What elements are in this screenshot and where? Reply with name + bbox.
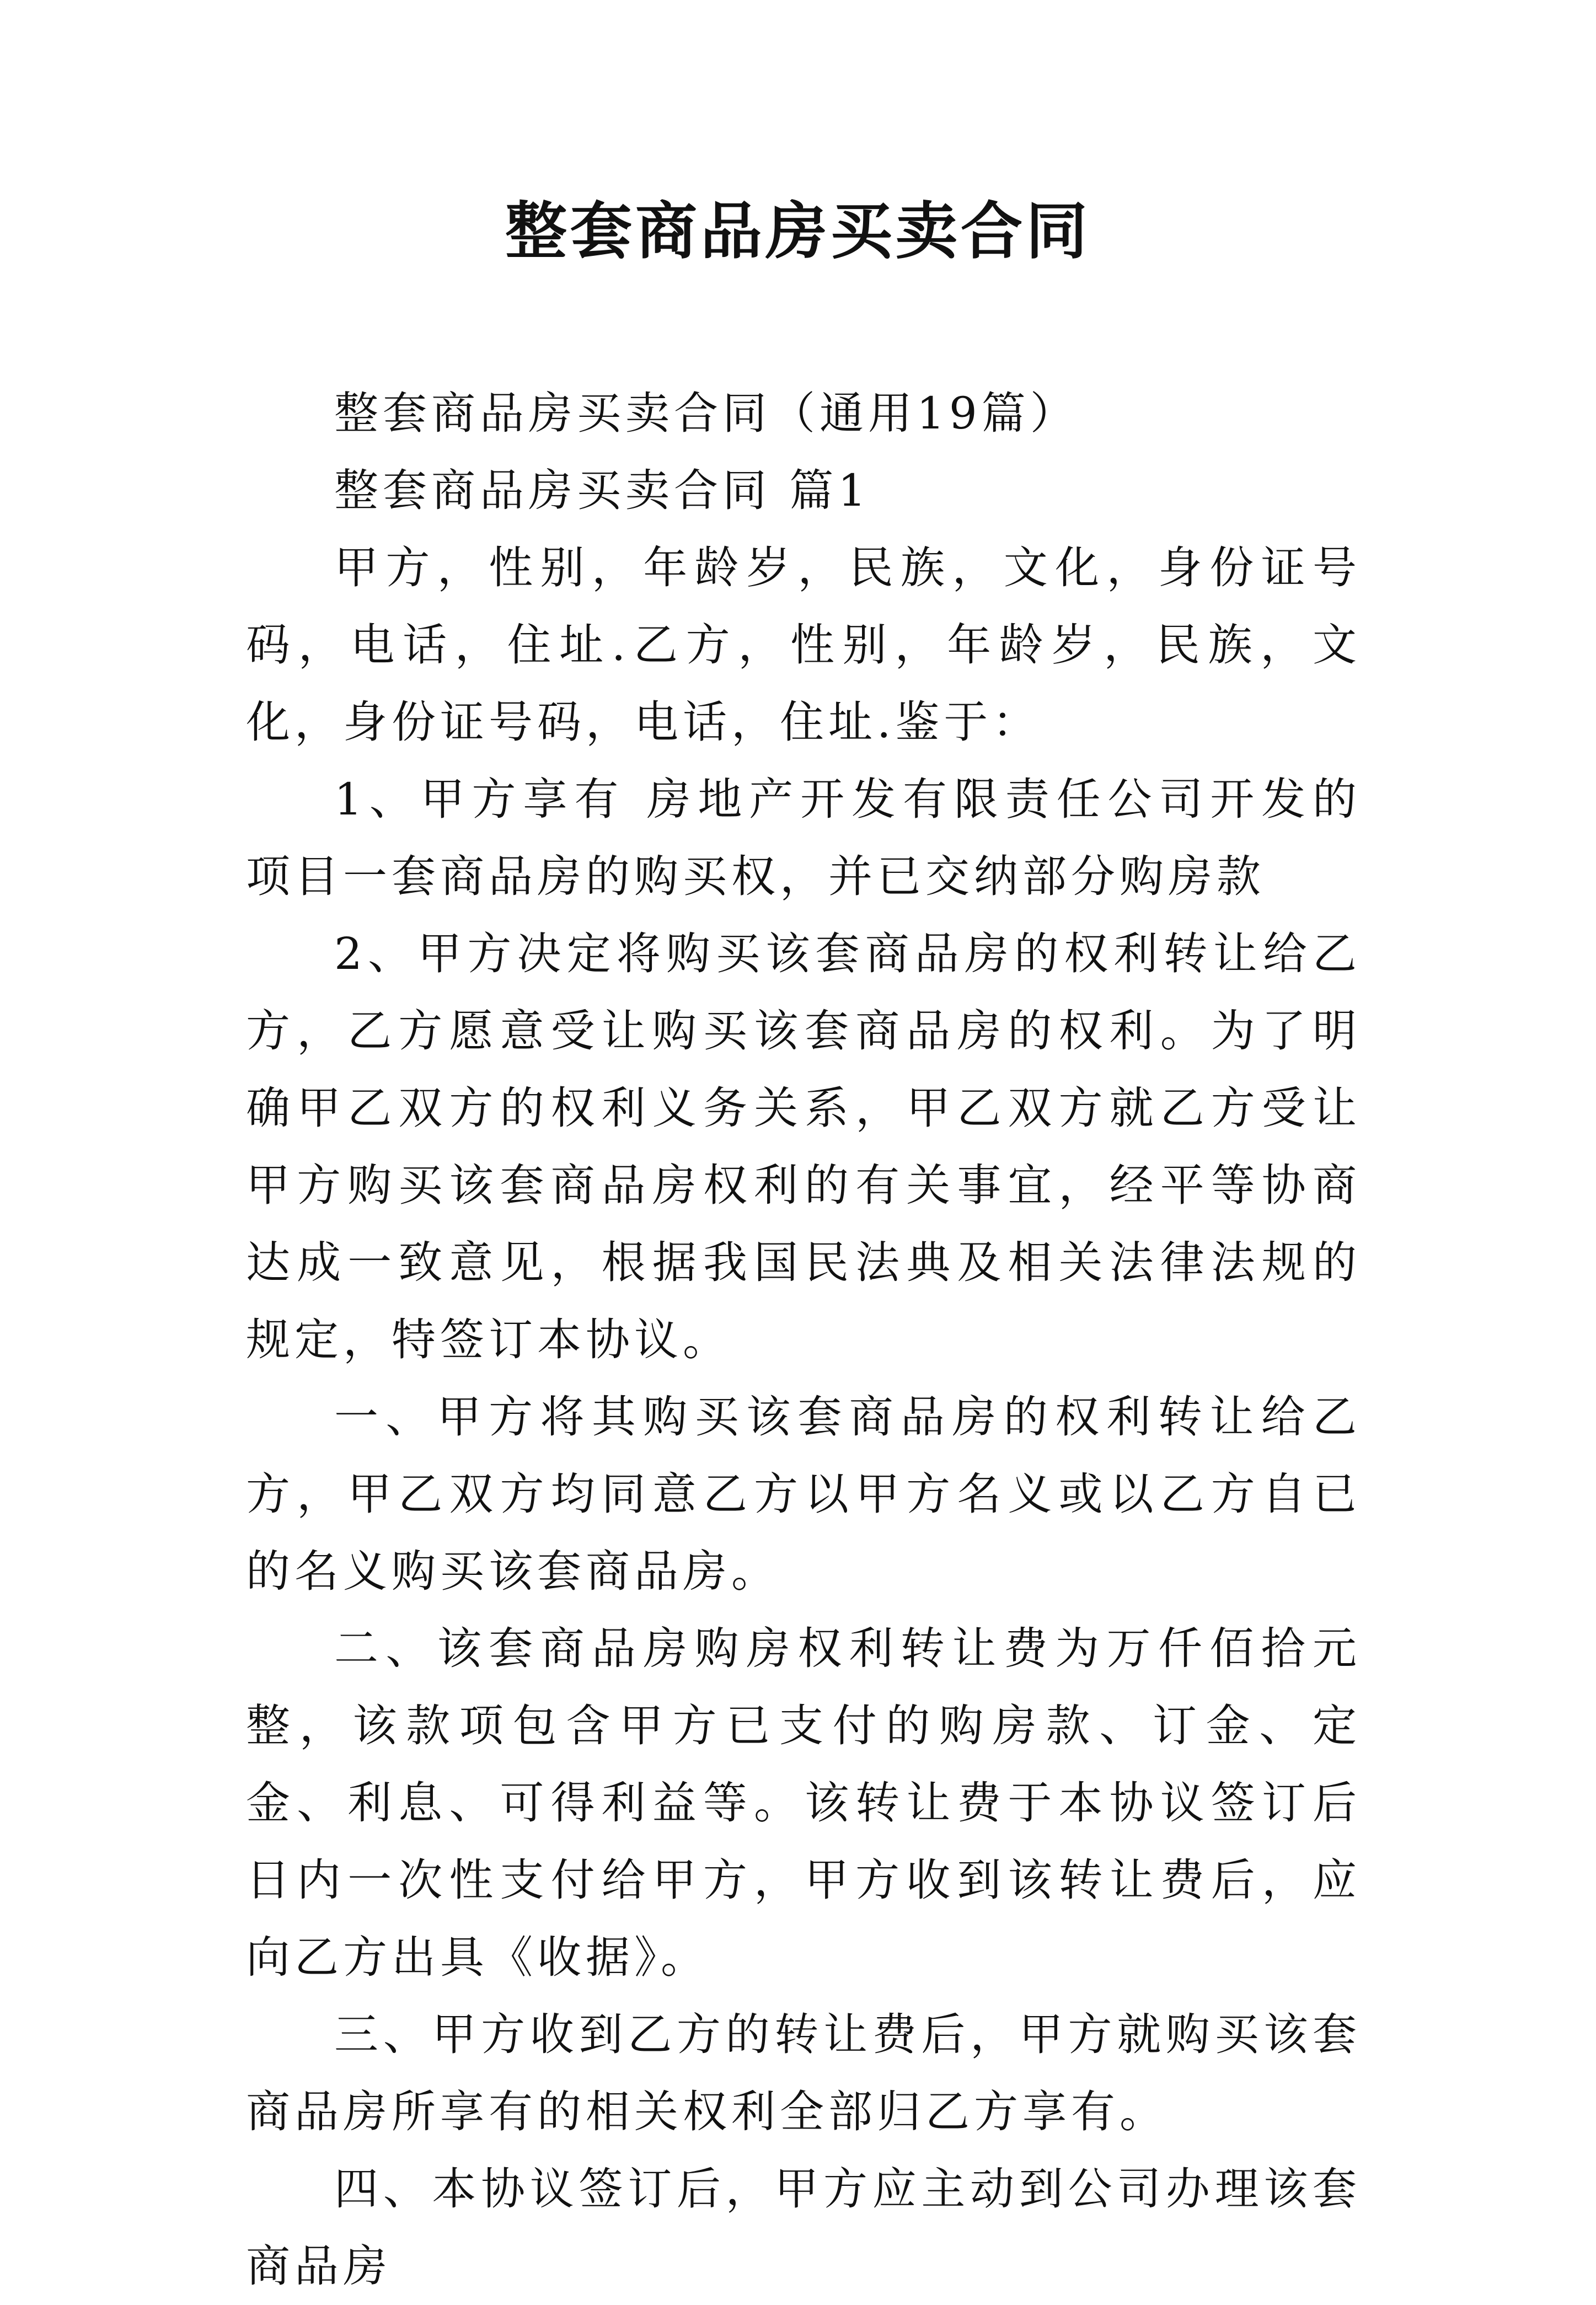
paragraph: 三、甲方收到乙方的转让费后，甲方就购买该套商品房所享有的相关权利全部归乙方享有。 xyxy=(246,2009,1361,2137)
paragraph: 四、本协议签订后，甲方应主动到公司办理该套商品房 xyxy=(246,2163,1361,2292)
document-subtitle: 整套商品房买卖合同（通用19篇） xyxy=(334,388,1079,439)
paragraph: 1、甲方享有 房地产开发有限责任公司开发的 项目一套商品房的购买权，并已交纳部分购房款 xyxy=(246,774,1361,902)
paragraph: 2、甲方决定将购买该套商品房的权利转让给乙方，乙方愿意受让购买该套商品房的权利。为了明确甲乙双方的权利义务关系，甲乙双方就乙方受让甲方购买该套商品房权利的有关事宜，经平等协商达成一致意见，根据我国民法典及相关法律法规的规定，特签订本协议。 xyxy=(246,928,1361,1365)
document-title: 整套商品房买卖合同 xyxy=(505,195,1091,267)
section-heading: 整套商品房买卖合同 篇1 xyxy=(334,465,871,516)
paragraph: 二、该套商品房购房权利转让费为万仟佰拾元整，该款项包含甲方已支付的购房款、订金、定金、利息、可得利益等。该转让费于本协议签订后日内一次性支付给甲方，甲方收到该转让费后，应向乙方出具《收据》。 xyxy=(246,1623,1361,1983)
paragraph: 甲方，性别，年龄岁，民族，文化，身份证号码，电话，住址.乙方，性别，年龄岁，民族，文化，身份证号码，电话，住址.鉴于： xyxy=(246,542,1361,748)
document-body xyxy=(246,375,1361,2305)
paragraph: 一、甲方将其购买该套商品房的权利转让给乙方，甲乙双方均同意乙方以甲方名义或以乙方自已的名义购买该套商品房。 xyxy=(246,1391,1361,1597)
